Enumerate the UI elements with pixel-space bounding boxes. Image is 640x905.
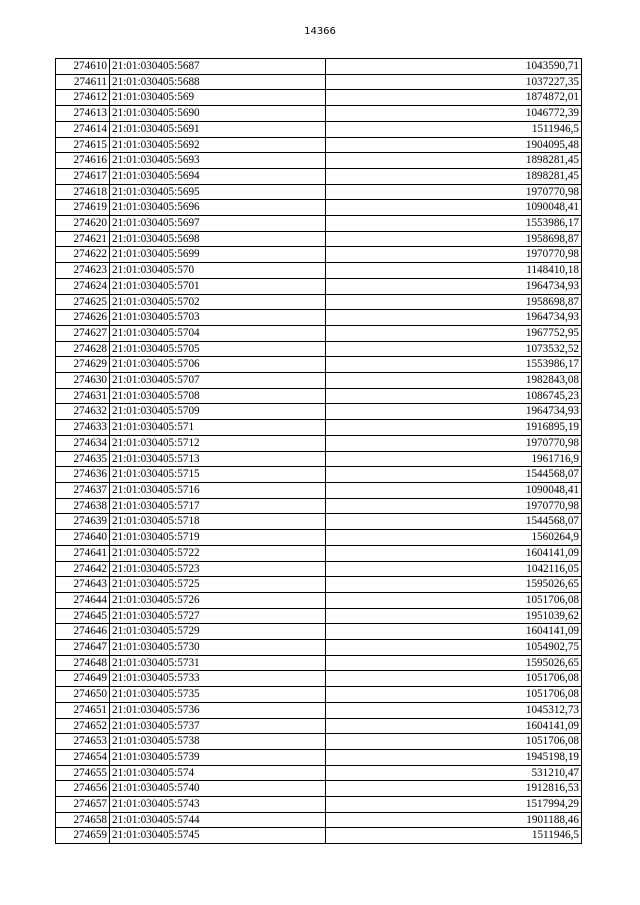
row-number-cell: 274646 (56, 624, 110, 640)
table-row (56, 137, 582, 153)
table-row (56, 530, 582, 546)
row-number-cell: 274636 (56, 467, 110, 483)
table-row (56, 781, 582, 797)
row-number-cell: 274655 (56, 765, 110, 781)
table-row (56, 687, 582, 703)
cadastral-value-cell: 1051706,08 (326, 671, 582, 687)
cadastral-number-cell: 21:01:030405:5715 (110, 467, 326, 483)
cadastral-value-cell: 1604141,09 (326, 545, 582, 561)
cadastral-value-cell: 1595026,65 (326, 655, 582, 671)
table-row (56, 702, 582, 718)
table-row (56, 200, 582, 216)
cadastral-number-cell: 21:01:030405:5718 (110, 514, 326, 530)
table-row (56, 59, 582, 75)
row-number-cell: 274627 (56, 325, 110, 341)
cadastral-number-cell: 21:01:030405:5708 (110, 388, 326, 404)
row-number-cell: 274628 (56, 341, 110, 357)
cadastral-number-cell: 21:01:030405:5705 (110, 341, 326, 357)
cadastral-value-cell: 1043590,71 (326, 59, 582, 75)
table-row (56, 420, 582, 436)
cadastral-value-cell: 1964734,93 (326, 278, 582, 294)
cadastral-number-cell: 21:01:030405:5703 (110, 310, 326, 326)
cadastral-value-cell: 1054902,75 (326, 640, 582, 656)
row-number-cell: 274633 (56, 420, 110, 436)
cadastral-number-cell: 21:01:030405:569 (110, 90, 326, 106)
row-number-cell: 274629 (56, 357, 110, 373)
table-row (56, 435, 582, 451)
row-number-cell: 274637 (56, 482, 110, 498)
table-row (56, 624, 582, 640)
table-row (56, 325, 582, 341)
cadastral-value-cell: 1904095,48 (326, 137, 582, 153)
row-number-cell: 274653 (56, 734, 110, 750)
cadastral-value-cell: 1046772,39 (326, 106, 582, 122)
table-row (56, 404, 582, 420)
table-row (56, 357, 582, 373)
cadastral-number-cell: 21:01:030405:5739 (110, 749, 326, 765)
cadastral-number-cell: 21:01:030405:5730 (110, 640, 326, 656)
cadastral-number-cell: 21:01:030405:5694 (110, 168, 326, 184)
cadastral-value-cell: 1595026,65 (326, 577, 582, 593)
cadastral-number-cell: 21:01:030405:5744 (110, 812, 326, 828)
cadastral-value-cell: 1898281,45 (326, 168, 582, 184)
row-number-cell: 274614 (56, 121, 110, 137)
table-row (56, 184, 582, 200)
cadastral-value-cell: 1958698,87 (326, 294, 582, 310)
cadastral-value-cell: 531210,47 (326, 765, 582, 781)
row-number-cell: 274651 (56, 702, 110, 718)
cadastral-number-cell: 21:01:030405:5723 (110, 561, 326, 577)
cadastral-value-cell: 1051706,08 (326, 592, 582, 608)
cadastral-value-cell: 1604141,09 (326, 718, 582, 734)
cadastral-value-cell: 1045312,73 (326, 702, 582, 718)
table-row (56, 734, 582, 750)
cadastral-value-cell: 1964734,93 (326, 404, 582, 420)
cadastral-value-cell: 1964734,93 (326, 310, 582, 326)
table-row (56, 671, 582, 687)
row-number-cell: 274640 (56, 530, 110, 546)
table-row (56, 828, 582, 844)
table-row (56, 655, 582, 671)
table-row (56, 812, 582, 828)
table-row (56, 467, 582, 483)
row-number-cell: 274632 (56, 404, 110, 420)
row-number-cell: 274659 (56, 828, 110, 844)
table-row (56, 592, 582, 608)
row-number-cell: 274611 (56, 74, 110, 90)
cadastral-value-cell: 1560264,9 (326, 530, 582, 546)
cadastral-value-cell: 1945198,19 (326, 749, 582, 765)
row-number-cell: 274622 (56, 247, 110, 263)
cadastral-value-cell: 1148410,18 (326, 263, 582, 279)
row-number-cell: 274645 (56, 608, 110, 624)
cadastral-value-table (55, 58, 582, 844)
cadastral-number-cell: 21:01:030405:5687 (110, 59, 326, 75)
table-row (56, 577, 582, 593)
row-number-cell: 274618 (56, 184, 110, 200)
row-number-cell: 274610 (56, 59, 110, 75)
row-number-cell: 274658 (56, 812, 110, 828)
cadastral-value-cell: 1958698,87 (326, 231, 582, 247)
table-row (56, 231, 582, 247)
cadastral-value-cell: 1970770,98 (326, 247, 582, 263)
row-number-cell: 274615 (56, 137, 110, 153)
table-row (56, 765, 582, 781)
cadastral-value-cell: 1090048,41 (326, 200, 582, 216)
cadastral-number-cell: 21:01:030405:570 (110, 263, 326, 279)
cadastral-value-cell: 1967752,95 (326, 325, 582, 341)
cadastral-number-cell: 21:01:030405:5743 (110, 797, 326, 813)
cadastral-value-cell: 1961716,9 (326, 451, 582, 467)
cadastral-number-cell: 21:01:030405:5717 (110, 498, 326, 514)
row-number-cell: 274630 (56, 373, 110, 389)
cadastral-value-cell: 1982843,08 (326, 373, 582, 389)
table-body (56, 59, 582, 844)
cadastral-number-cell: 21:01:030405:5691 (110, 121, 326, 137)
row-number-cell: 274634 (56, 435, 110, 451)
cadastral-number-cell: 21:01:030405:5737 (110, 718, 326, 734)
cadastral-value-cell: 1951039,62 (326, 608, 582, 624)
cadastral-value-cell: 1970770,98 (326, 184, 582, 200)
row-number-cell: 274638 (56, 498, 110, 514)
table-row (56, 294, 582, 310)
cadastral-number-cell: 21:01:030405:5698 (110, 231, 326, 247)
row-number-cell: 274654 (56, 749, 110, 765)
row-number-cell: 274648 (56, 655, 110, 671)
row-number-cell: 274639 (56, 514, 110, 530)
cadastral-number-cell: 21:01:030405:5706 (110, 357, 326, 373)
cadastral-number-cell: 21:01:030405:5701 (110, 278, 326, 294)
cadastral-number-cell: 21:01:030405:5733 (110, 671, 326, 687)
cadastral-value-cell: 1511946,5 (326, 828, 582, 844)
page-number: 14366 (304, 26, 336, 37)
row-number-cell: 274620 (56, 216, 110, 232)
table-row (56, 168, 582, 184)
cadastral-value-cell: 1553986,17 (326, 216, 582, 232)
table-row (56, 718, 582, 734)
cadastral-value-cell: 1898281,45 (326, 153, 582, 169)
cadastral-number-cell: 21:01:030405:5719 (110, 530, 326, 546)
table-row (56, 216, 582, 232)
cadastral-value-cell: 1970770,98 (326, 435, 582, 451)
table-row (56, 451, 582, 467)
cadastral-number-cell: 21:01:030405:5740 (110, 781, 326, 797)
cadastral-number-cell: 21:01:030405:5707 (110, 373, 326, 389)
cadastral-number-cell: 21:01:030405:5690 (110, 106, 326, 122)
cadastral-number-cell: 21:01:030405:5745 (110, 828, 326, 844)
row-number-cell: 274644 (56, 592, 110, 608)
row-number-cell: 274617 (56, 168, 110, 184)
cadastral-value-cell: 1073532,52 (326, 341, 582, 357)
cadastral-value-cell: 1874872,01 (326, 90, 582, 106)
cadastral-number-cell: 21:01:030405:571 (110, 420, 326, 436)
cadastral-number-cell: 21:01:030405:5695 (110, 184, 326, 200)
cadastral-value-cell: 1912816,53 (326, 781, 582, 797)
cadastral-number-cell: 21:01:030405:5736 (110, 702, 326, 718)
row-number-cell: 274657 (56, 797, 110, 813)
table-row (56, 74, 582, 90)
cadastral-value-cell: 1544568,07 (326, 514, 582, 530)
table-row (56, 749, 582, 765)
row-number-cell: 274619 (56, 200, 110, 216)
table-row (56, 545, 582, 561)
cadastral-value-cell: 1544568,07 (326, 467, 582, 483)
cadastral-value-cell: 1090048,41 (326, 482, 582, 498)
table-row (56, 388, 582, 404)
cadastral-value-cell: 1604141,09 (326, 624, 582, 640)
table-row (56, 482, 582, 498)
cadastral-value-cell: 1970770,98 (326, 498, 582, 514)
row-number-cell: 274616 (56, 153, 110, 169)
cadastral-number-cell: 21:01:030405:5731 (110, 655, 326, 671)
cadastral-value-cell: 1901188,46 (326, 812, 582, 828)
cadastral-value-cell: 1517994,29 (326, 797, 582, 813)
table-row (56, 498, 582, 514)
table-row (56, 263, 582, 279)
cadastral-number-cell: 21:01:030405:5738 (110, 734, 326, 750)
cadastral-value-cell: 1042116,05 (326, 561, 582, 577)
cadastral-number-cell: 21:01:030405:574 (110, 765, 326, 781)
cadastral-number-cell: 21:01:030405:5699 (110, 247, 326, 263)
cadastral-number-cell: 21:01:030405:5697 (110, 216, 326, 232)
cadastral-number-cell: 21:01:030405:5716 (110, 482, 326, 498)
cadastral-number-cell: 21:01:030405:5727 (110, 608, 326, 624)
table-row (56, 373, 582, 389)
table-row (56, 106, 582, 122)
table-row (56, 90, 582, 106)
cadastral-value-cell: 1086745,23 (326, 388, 582, 404)
cadastral-value-cell: 1511946,5 (326, 121, 582, 137)
row-number-cell: 274649 (56, 671, 110, 687)
table-row (56, 797, 582, 813)
row-number-cell: 274613 (56, 106, 110, 122)
cadastral-number-cell: 21:01:030405:5692 (110, 137, 326, 153)
cadastral-number-cell: 21:01:030405:5735 (110, 687, 326, 703)
cadastral-number-cell: 21:01:030405:5712 (110, 435, 326, 451)
row-number-cell: 274624 (56, 278, 110, 294)
cadastral-value-cell: 1553986,17 (326, 357, 582, 373)
row-number-cell: 274625 (56, 294, 110, 310)
cadastral-number-cell: 21:01:030405:5696 (110, 200, 326, 216)
cadastral-number-cell: 21:01:030405:5722 (110, 545, 326, 561)
row-number-cell: 274652 (56, 718, 110, 734)
table-row (56, 310, 582, 326)
table-row (56, 278, 582, 294)
row-number-cell: 274641 (56, 545, 110, 561)
row-number-cell: 274631 (56, 388, 110, 404)
cadastral-number-cell: 21:01:030405:5729 (110, 624, 326, 640)
row-number-cell: 274647 (56, 640, 110, 656)
row-number-cell: 274650 (56, 687, 110, 703)
cadastral-value-cell: 1051706,08 (326, 734, 582, 750)
table-row (56, 341, 582, 357)
row-number-cell: 274635 (56, 451, 110, 467)
cadastral-number-cell: 21:01:030405:5713 (110, 451, 326, 467)
cadastral-number-cell: 21:01:030405:5709 (110, 404, 326, 420)
row-number-cell: 274642 (56, 561, 110, 577)
cadastral-value-cell: 1051706,08 (326, 687, 582, 703)
row-number-cell: 274623 (56, 263, 110, 279)
table-row (56, 153, 582, 169)
row-number-cell: 274656 (56, 781, 110, 797)
cadastral-number-cell: 21:01:030405:5702 (110, 294, 326, 310)
row-number-cell: 274621 (56, 231, 110, 247)
cadastral-number-cell: 21:01:030405:5726 (110, 592, 326, 608)
table-row (56, 608, 582, 624)
row-number-cell: 274612 (56, 90, 110, 106)
table-row (56, 514, 582, 530)
cadastral-number-cell: 21:01:030405:5688 (110, 74, 326, 90)
table-row (56, 121, 582, 137)
cadastral-number-cell: 21:01:030405:5693 (110, 153, 326, 169)
table-row (56, 561, 582, 577)
cadastral-value-cell: 1037227,35 (326, 74, 582, 90)
row-number-cell: 274643 (56, 577, 110, 593)
table-row (56, 247, 582, 263)
cadastral-number-cell: 21:01:030405:5725 (110, 577, 326, 593)
cadastral-value-cell: 1916895,19 (326, 420, 582, 436)
row-number-cell: 274626 (56, 310, 110, 326)
cadastral-number-cell: 21:01:030405:5704 (110, 325, 326, 341)
table-row (56, 640, 582, 656)
